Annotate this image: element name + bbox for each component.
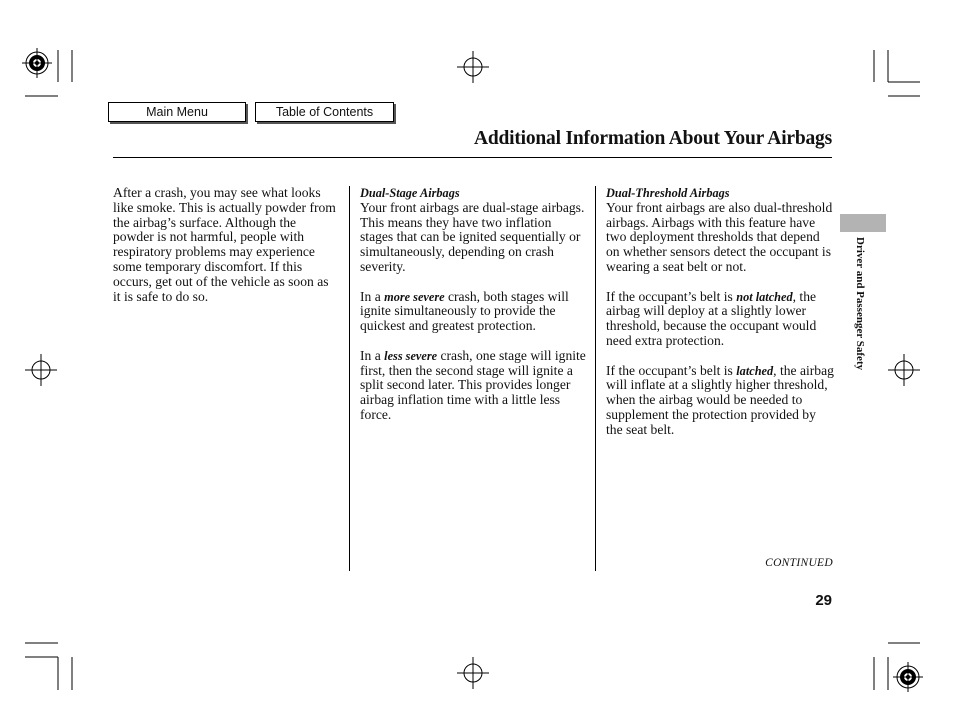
title-rule	[113, 157, 832, 158]
col3-paragraph-3: If the occupant’s belt is latched, the airbag will inflate at a slightly higher threshold, when the airbag would be needed to supplement the protection provided by the seat belt.	[606, 362, 834, 437]
less-severe-emphasis: less severe	[384, 348, 438, 363]
dual-stage-heading: Dual-Stage Airbags	[360, 186, 460, 200]
column-3	[606, 186, 834, 452]
more-severe-emphasis: more severe	[384, 289, 445, 304]
dual-threshold-heading: Dual-Threshold Airbags	[606, 186, 730, 200]
section-tab	[840, 214, 886, 232]
column-1	[113, 186, 337, 319]
column-divider-2	[595, 186, 596, 571]
col3-paragraph-2: If the occupant’s belt is not latched, the airbag will deploy at a slightly lower threshold, because the occupant would need extra protection.	[606, 288, 817, 348]
section-side-label: Driver and Passenger Safety	[854, 237, 866, 371]
col1-paragraph-1: After a crash, you may see what looks like smoke. This is actually powder from the airbag’s surface. Although the powder is not harmful, people with respiratory problems may experience some temporary discomfort. If this occurs, get out of the vehicle as soon as it is safe to do so.	[113, 185, 336, 304]
col2-paragraph-1: Your front airbags are dual-stage airbags. This means they have two inflation stages that can be ignited sequentially or simultaneously, depending on crash severity.	[360, 199, 585, 274]
table-of-contents-button[interactable]: Table of Contents	[255, 102, 394, 122]
column-divider-1	[349, 186, 350, 571]
col2-paragraph-3: In a less severe crash, one stage will ignite first, then the second stage will ignite a split second later. This provides longer airbag inflation time with a little less force.	[360, 347, 586, 422]
page-number: 29	[815, 592, 832, 609]
not-latched-emphasis: not latched	[736, 289, 793, 304]
col3-paragraph-1: Your front airbags are also dual-threshold airbags. Airbags with this feature have two deployment thresholds that depend on whether sensors detect the occupant is wearing a seat belt or not.	[606, 199, 833, 274]
column-2	[360, 186, 586, 438]
page-title: Additional Information About Your Airbags	[473, 128, 832, 149]
col2-paragraph-2: In a more severe crash, both stages will ignite simultaneously to provide the quickest and greatest protection.	[360, 288, 569, 334]
continued-label: CONTINUED	[765, 557, 833, 569]
latched-emphasis: latched	[736, 363, 774, 378]
main-menu-button[interactable]: Main Menu	[108, 102, 246, 122]
